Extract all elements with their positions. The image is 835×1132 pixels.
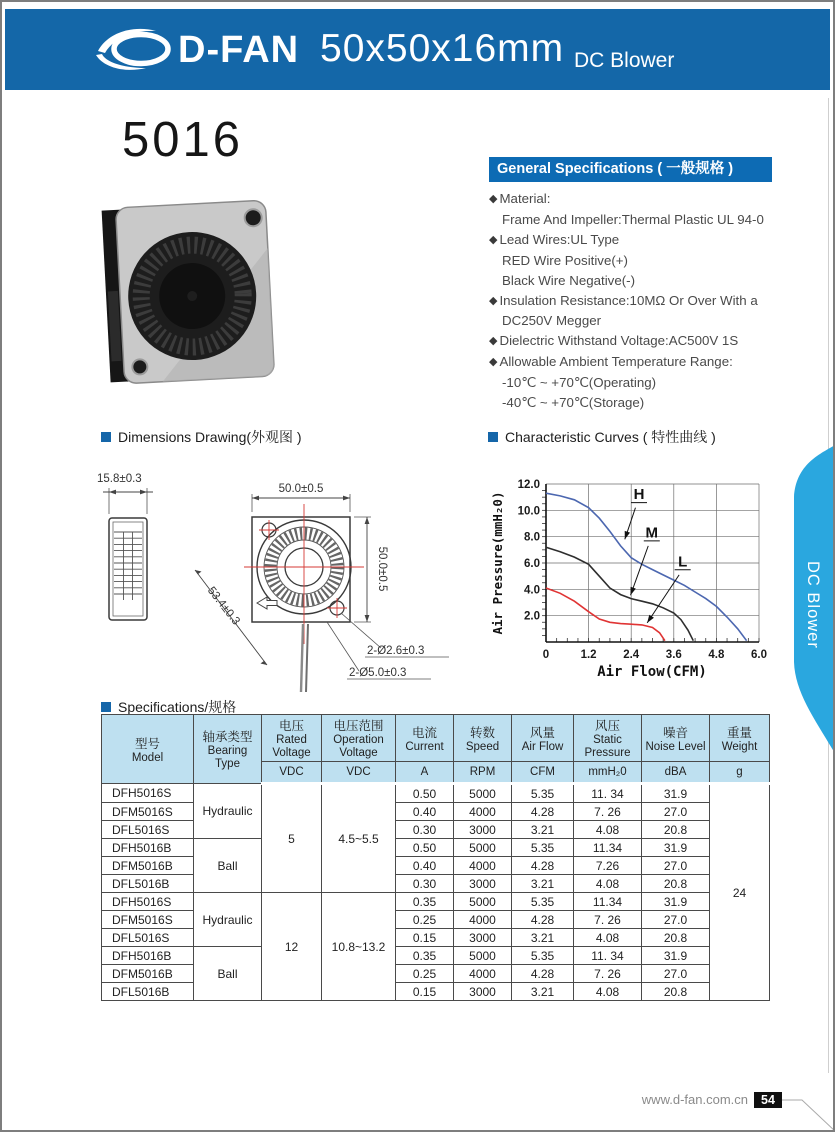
general-specs-title: General Specifications ( 一般规格 ) xyxy=(489,157,772,182)
noise-cell: 31.9 xyxy=(642,947,710,965)
dim-height: 50.0±0.5 xyxy=(376,546,388,592)
speed-cell: 4000 xyxy=(454,911,512,929)
model-cell: DFH5016B xyxy=(102,839,194,857)
static-pressure-cell: 11. 34 xyxy=(574,784,642,803)
rated-voltage-cell: 12 xyxy=(262,893,322,1001)
rated-voltage-cell: 5 xyxy=(262,784,322,893)
side-tab-label: DC Blower xyxy=(804,561,822,649)
air-flow-cell: 5.35 xyxy=(512,947,574,965)
dfan-logo-icon xyxy=(94,24,176,74)
current-cell: 0.15 xyxy=(396,983,454,1001)
svg-text:4.0: 4.0 xyxy=(524,584,540,597)
model-cell: DFM5016B xyxy=(102,965,194,983)
model-cell: DFL5016B xyxy=(102,875,194,893)
current-cell: 0.30 xyxy=(396,821,454,839)
general-specs-section xyxy=(489,157,772,413)
table-row xyxy=(102,784,770,803)
section-bullet-icon xyxy=(101,702,111,712)
svg-text:6.0: 6.0 xyxy=(524,558,540,570)
model-title: 5016 xyxy=(122,113,244,167)
speed-cell: 4000 xyxy=(454,803,512,821)
noise-cell: 31.9 xyxy=(642,784,710,803)
air-flow-cell: 5.35 xyxy=(512,839,574,857)
noise-cell: 31.9 xyxy=(642,839,710,857)
general-specs-list xyxy=(489,189,772,413)
static-pressure-cell: 4.08 xyxy=(574,983,642,1001)
footer-line xyxy=(782,1092,835,1132)
spec-list-item: Frame And Impeller:Thermal Plastic UL 94-0 xyxy=(502,211,764,227)
svg-text:2.4: 2.4 xyxy=(623,649,640,661)
spec-list-item: DC250V Megger xyxy=(502,313,602,329)
svg-text:2.0: 2.0 xyxy=(524,610,540,623)
air-flow-cell: 5.35 xyxy=(512,893,574,911)
speed-cell: 4000 xyxy=(454,965,512,983)
operation-voltage-cell: 4.5~5.5 xyxy=(322,784,396,893)
svg-text:4.8: 4.8 xyxy=(708,649,725,661)
model-cell: DFH5016S xyxy=(102,784,194,803)
svg-text:H: H xyxy=(633,486,645,504)
dimensions-drawing xyxy=(97,452,482,697)
page-number-badge: 54 xyxy=(754,1092,782,1108)
speed-cell: 5000 xyxy=(454,839,512,857)
speed-cell: 3000 xyxy=(454,983,512,1001)
col-header-operation-voltage: 电压范围 Operation Voltage xyxy=(322,715,396,762)
col-header-speed: 转数 Speed xyxy=(454,715,512,762)
unit-rated-voltage: VDC xyxy=(262,762,322,784)
current-cell: 0.35 xyxy=(396,893,454,911)
speed-cell: 3000 xyxy=(454,875,512,893)
characteristic-curves-chart xyxy=(488,454,784,692)
current-cell: 0.50 xyxy=(396,784,454,803)
unit-noise: dBA xyxy=(642,762,710,784)
air-flow-cell: 4.28 xyxy=(512,857,574,875)
air-flow-cell: 4.28 xyxy=(512,965,574,983)
col-header-model: 型号 Model xyxy=(102,715,194,784)
current-cell: 0.40 xyxy=(396,803,454,821)
noise-cell: 20.8 xyxy=(642,929,710,947)
website-text: www.d-fan.com.cn xyxy=(641,1092,748,1107)
dim-thickness: 15.8±0.3 xyxy=(97,473,142,485)
spec-list-item: ◆ Material: xyxy=(489,191,551,206)
table-row xyxy=(102,893,770,911)
dim-width: 50.0±0.5 xyxy=(278,483,324,495)
specifications-table xyxy=(101,714,770,1001)
svg-text:1.2: 1.2 xyxy=(580,649,597,661)
unit-operation-voltage: VDC xyxy=(322,762,396,784)
svg-text:M: M xyxy=(645,524,659,542)
section-header-specifications: Specifications/规格 xyxy=(101,697,236,717)
col-header-noise: 噪音 Noise Level xyxy=(642,715,710,762)
col-header-weight: 重量 Weight xyxy=(710,715,770,762)
diamond-bullet-icon: ◆ xyxy=(489,233,498,246)
noise-cell: 20.8 xyxy=(642,875,710,893)
curve-M xyxy=(546,547,693,641)
weight-cell: 24 xyxy=(710,784,770,1001)
table-row xyxy=(102,947,770,965)
svg-text:0: 0 xyxy=(542,649,550,661)
spec-list-item: ◆ Dielectric Withstand Voltage:AC500V 1S xyxy=(489,333,739,349)
air-flow-cell: 3.21 xyxy=(512,929,574,947)
diamond-bullet-icon: ◆ xyxy=(489,193,498,205)
spec-list-item: ◆ Insulation Resistance:10MΩ Or Over With a xyxy=(489,292,758,308)
speed-cell: 5000 xyxy=(454,893,512,911)
noise-cell: 27.0 xyxy=(642,911,710,929)
noise-cell: 20.8 xyxy=(642,821,710,839)
col-header-bearing: 轴承类型 Bearing Type xyxy=(194,715,262,784)
current-cell: 0.25 xyxy=(396,911,454,929)
model-cell: DFM5016B xyxy=(102,857,194,875)
speed-cell: 5000 xyxy=(454,947,512,965)
chart-xlabel: Air Flow(CFM) xyxy=(597,664,707,680)
dim-hole-large: 2-Ø5.0±0.3 xyxy=(349,667,407,679)
model-cell: DFL5016S xyxy=(102,929,194,947)
speed-cell: 4000 xyxy=(454,857,512,875)
air-flow-cell: 5.35 xyxy=(512,784,574,803)
speed-cell: 3000 xyxy=(454,929,512,947)
svg-text:8.0: 8.0 xyxy=(524,531,540,544)
svg-text:10.0: 10.0 xyxy=(517,505,540,518)
air-flow-cell: 3.21 xyxy=(512,983,574,1001)
model-cell: DFM5016S xyxy=(102,911,194,929)
current-cell: 0.30 xyxy=(396,875,454,893)
static-pressure-cell: 7. 26 xyxy=(574,965,642,983)
col-header-air-flow: 风量 Air Flow xyxy=(512,715,574,762)
current-cell: 0.35 xyxy=(396,947,454,965)
static-pressure-cell: 4.08 xyxy=(574,875,642,893)
diamond-bullet-icon: ◆ xyxy=(489,335,498,348)
static-pressure-cell: 4.08 xyxy=(574,929,642,947)
operation-voltage-cell: 10.8~13.2 xyxy=(322,893,396,1001)
model-cell: DFM5016S xyxy=(102,803,194,821)
curve-L xyxy=(546,588,665,641)
noise-cell: 27.0 xyxy=(642,803,710,821)
model-cell: DFL5016S xyxy=(102,821,194,839)
bearing-cell: Hydraulic xyxy=(194,893,262,947)
bearing-cell: Hydraulic xyxy=(194,784,262,839)
current-cell: 0.15 xyxy=(396,929,454,947)
spec-list-item: ◆ Allowable Ambient Temperature Range: xyxy=(489,354,733,370)
svg-text:6.0: 6.0 xyxy=(751,649,767,661)
chart-ylabel: Air Pressure(mmH₂0) xyxy=(490,491,505,635)
static-pressure-cell: 7. 26 xyxy=(574,803,642,821)
unit-current: A xyxy=(396,762,454,784)
section-header-dimensions: Dimensions Drawing(外观图 ) xyxy=(101,427,302,447)
static-pressure-cell: 4.08 xyxy=(574,821,642,839)
static-pressure-cell: 11.34 xyxy=(574,893,642,911)
unit-static-pressure: mmH₂0 xyxy=(574,762,642,784)
col-header-current: 电流 Current xyxy=(396,715,454,762)
spec-list-item: RED Wire Positive(+) xyxy=(502,252,628,268)
airflow-arrow-icon xyxy=(257,597,277,609)
product-type-text: DC Blower xyxy=(574,49,675,72)
model-cell: DFL5016B xyxy=(102,983,194,1001)
speed-cell: 5000 xyxy=(454,784,512,803)
svg-text:3.6: 3.6 xyxy=(665,649,682,661)
diamond-bullet-icon: ◆ xyxy=(489,356,498,369)
unit-air-flow: CFM xyxy=(512,762,574,784)
diamond-bullet-icon: ◆ xyxy=(489,294,498,307)
current-cell: 0.50 xyxy=(396,839,454,857)
product-photo xyxy=(98,192,288,402)
svg-text:12.0: 12.0 xyxy=(517,479,540,491)
unit-speed: RPM xyxy=(454,762,512,784)
air-flow-cell: 3.21 xyxy=(512,821,574,839)
current-cell: 0.40 xyxy=(396,857,454,875)
static-pressure-cell: 7.26 xyxy=(574,857,642,875)
air-flow-cell: 4.28 xyxy=(512,911,574,929)
speed-cell: 3000 xyxy=(454,821,512,839)
col-header-rated-voltage: 电压 Rated Voltage xyxy=(262,715,322,762)
model-cell: DFH5016B xyxy=(102,947,194,965)
static-pressure-cell: 11. 34 xyxy=(574,947,642,965)
spec-list-item: -10℃ ~ +70℃(Operating) xyxy=(502,375,657,391)
spec-list-item: -40℃ ~ +70℃(Storage) xyxy=(502,395,645,411)
section-bullet-icon xyxy=(488,432,498,442)
static-pressure-cell: 11.34 xyxy=(574,839,642,857)
dim-hole-small: 2-Ø2.6±0.3 xyxy=(367,645,425,657)
dim-diagonal: 53.4±0.3 xyxy=(204,584,242,628)
section-bullet-icon xyxy=(101,432,111,442)
table-row xyxy=(102,839,770,857)
svg-text:L: L xyxy=(678,553,688,571)
noise-cell: 31.9 xyxy=(642,893,710,911)
unit-weight: g xyxy=(710,762,770,784)
bearing-cell: Ball xyxy=(194,947,262,1001)
spec-list-item: Black Wire Negative(-) xyxy=(502,272,635,288)
noise-cell: 20.8 xyxy=(642,983,710,1001)
spec-list-item: ◆ Lead Wires:UL Type xyxy=(489,231,620,247)
noise-cell: 27.0 xyxy=(642,857,710,875)
current-cell: 0.25 xyxy=(396,965,454,983)
air-flow-cell: 3.21 xyxy=(512,875,574,893)
brand-text: D-FAN xyxy=(178,29,300,71)
bearing-cell: Ball xyxy=(194,839,262,893)
col-header-static-pressure: 风压 Static Pressure xyxy=(574,715,642,762)
model-cell: DFH5016S xyxy=(102,893,194,911)
noise-cell: 27.0 xyxy=(642,965,710,983)
air-flow-cell: 4.28 xyxy=(512,803,574,821)
section-header-curves: Characteristic Curves ( 特性曲线 ) xyxy=(488,427,716,447)
product-size-text: 50x50x16mm xyxy=(320,27,565,70)
static-pressure-cell: 7. 26 xyxy=(574,911,642,929)
